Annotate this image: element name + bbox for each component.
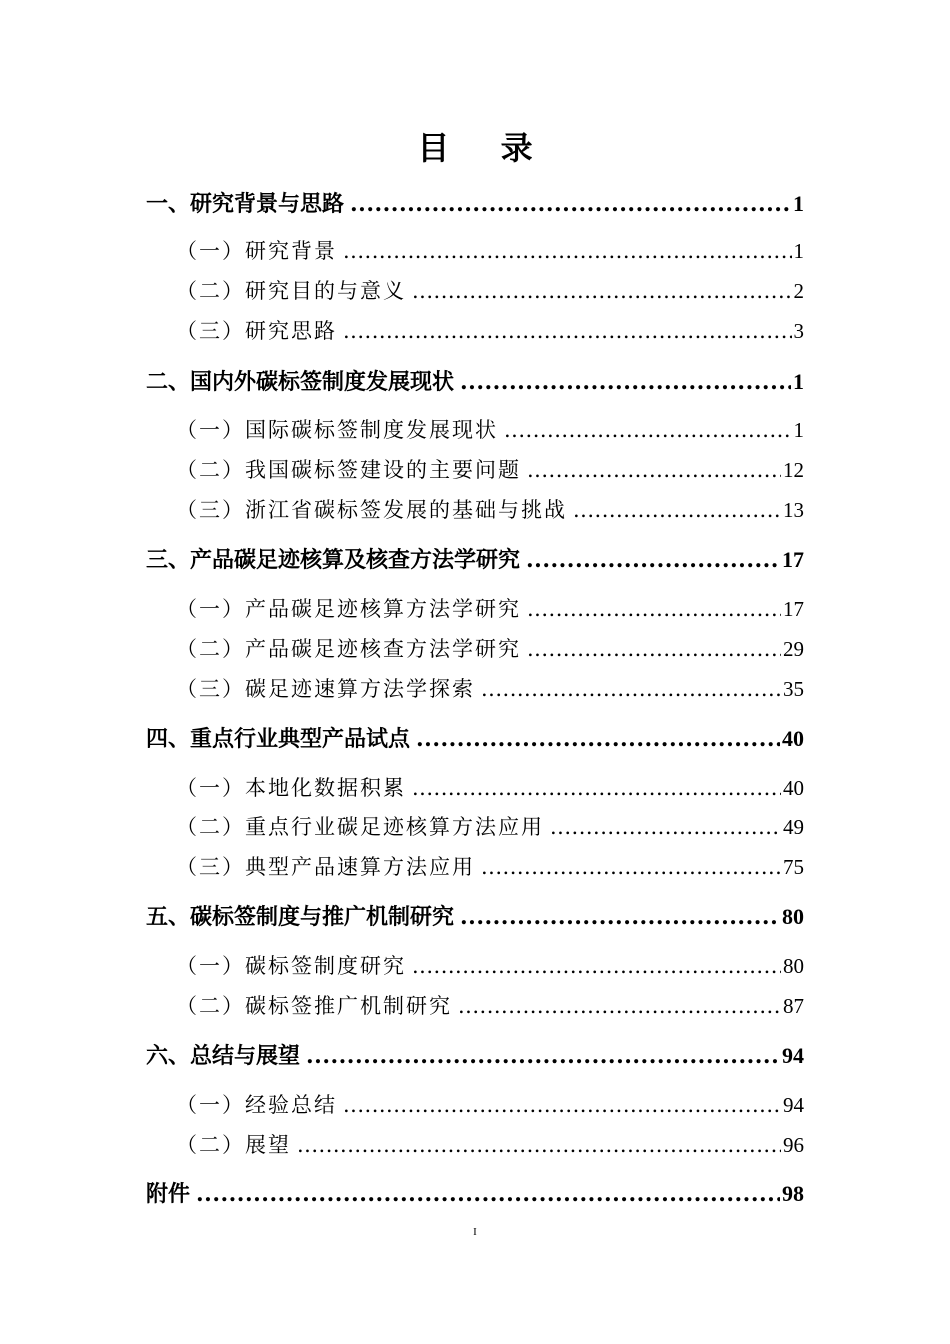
- dot-leader: [196, 1177, 780, 1211]
- toc-entry-page: 40: [782, 726, 804, 751]
- dot-leader: [550, 810, 781, 844]
- toc-entry-section-2-1[interactable]: [176, 413, 804, 447]
- toc-entry-label: （二）产品碳足迹核查方法学研究: [176, 637, 521, 661]
- toc-entry-label: （一）经验总结: [176, 1093, 337, 1117]
- page-title: 目 录: [417, 129, 553, 167]
- toc-entry-page: 35: [783, 677, 804, 701]
- dot-leader: [412, 771, 781, 805]
- toc-entry-section-2-3[interactable]: [176, 493, 804, 527]
- dot-leader: [527, 592, 781, 626]
- dot-leader: [481, 850, 781, 884]
- toc-entry-page: 2: [793, 279, 804, 303]
- dot-leader: [527, 453, 781, 487]
- toc-entry-label: （二）展望: [176, 1133, 291, 1157]
- toc-entry-chapter-2[interactable]: [146, 365, 804, 399]
- dot-leader: [460, 900, 780, 934]
- toc-entry-page: 1: [793, 239, 804, 263]
- toc-entry-chapter-1[interactable]: [146, 187, 804, 221]
- toc-entry-label: （三）碳足迹速算方法学探索: [176, 677, 475, 701]
- toc-entry-page: 80: [782, 904, 804, 929]
- toc-entry-label: （二）重点行业碳足迹核算方法应用: [176, 815, 544, 839]
- toc-entry-label: （二）我国碳标签建设的主要问题: [176, 458, 521, 482]
- dot-leader: [526, 543, 780, 577]
- toc-entry-section-4-2[interactable]: [176, 810, 804, 844]
- toc-entry-page: 40: [783, 776, 804, 800]
- toc-entry-section-5-2[interactable]: [176, 989, 804, 1023]
- toc-entry-section-3-1[interactable]: [176, 592, 804, 626]
- toc-entry-chapter-6[interactable]: [146, 1039, 804, 1073]
- toc-entry-section-3-2[interactable]: [176, 632, 804, 666]
- toc-entry-chapter-5[interactable]: [146, 900, 804, 934]
- toc-entry-label: （一）国际碳标签制度发展现状: [176, 418, 498, 442]
- toc-entry-page: 1: [793, 369, 804, 394]
- toc-entry-label: 一、研究背景与思路: [146, 191, 345, 217]
- toc-entry-page: 13: [783, 498, 804, 522]
- toc-entry-section-4-3[interactable]: [176, 850, 804, 884]
- toc-entry-appendix[interactable]: [146, 1177, 804, 1211]
- dot-leader: [343, 234, 792, 268]
- toc-entry-page: 17: [783, 597, 804, 621]
- dot-leader: [306, 1039, 780, 1073]
- dot-leader: [460, 365, 791, 399]
- toc-entry-label: 二、国内外碳标签制度发展现状: [146, 369, 455, 395]
- toc-entry-section-1-2[interactable]: [176, 274, 804, 308]
- toc-entry-section-6-2[interactable]: [176, 1128, 804, 1162]
- toc-entry-section-1-3[interactable]: [176, 314, 804, 348]
- toc-entry-label: 三、产品碳足迹核算及核查方法学研究: [146, 547, 521, 573]
- dot-leader: [573, 493, 781, 527]
- toc-entry-page: 94: [783, 1093, 804, 1117]
- toc-entry-section-1-1[interactable]: [176, 234, 804, 268]
- toc-entry-page: 98: [782, 1181, 804, 1206]
- toc-entry-section-4-1[interactable]: [176, 771, 804, 805]
- toc-entry-page: 12: [783, 458, 804, 482]
- toc-entry-page: 1: [793, 418, 804, 442]
- toc-entry-section-5-1[interactable]: [176, 949, 804, 983]
- toc-entry-page: 17: [782, 547, 804, 572]
- toc-entry-page: 96: [783, 1133, 804, 1157]
- dot-leader: [297, 1128, 781, 1162]
- dot-leader: [412, 274, 792, 308]
- dot-leader: [343, 314, 792, 348]
- toc-entry-label: 五、碳标签制度与推广机制研究: [146, 904, 455, 930]
- toc-entry-section-3-3[interactable]: [176, 672, 804, 706]
- toc-entry-label: （二）研究目的与意义: [176, 279, 406, 303]
- toc-entry-chapter-3[interactable]: [146, 543, 804, 577]
- toc-entry-page: 87: [783, 994, 804, 1018]
- toc-entry-label: 四、重点行业典型产品试点: [146, 726, 411, 752]
- toc-entry-chapter-4[interactable]: [146, 722, 804, 756]
- toc-entry-label: （一）研究背景: [176, 239, 337, 263]
- dot-leader: [458, 989, 781, 1023]
- dot-leader: [350, 187, 791, 221]
- toc-entry-label: （一）碳标签制度研究: [176, 954, 406, 978]
- toc-entry-section-6-1[interactable]: [176, 1088, 804, 1122]
- dot-leader: [416, 722, 780, 756]
- toc-entry-label: 六、总结与展望: [146, 1043, 301, 1069]
- toc-entry-label: （三）浙江省碳标签发展的基础与挑战: [176, 498, 567, 522]
- toc-entry-page: 75: [783, 855, 804, 879]
- dot-leader: [481, 672, 781, 706]
- toc-entry-page: 49: [783, 815, 804, 839]
- toc-entry-label: 附件: [146, 1181, 191, 1207]
- toc-entry-label: （三）典型产品速算方法应用: [176, 855, 475, 879]
- dot-leader: [527, 632, 781, 666]
- dot-leader: [504, 413, 792, 447]
- toc-entry-label: （一）产品碳足迹核算方法学研究: [176, 597, 521, 621]
- dot-leader: [412, 949, 781, 983]
- toc-entry-page: 1: [793, 191, 804, 216]
- toc-entry-section-2-2[interactable]: [176, 453, 804, 487]
- toc-entry-label: （二）碳标签推广机制研究: [176, 994, 452, 1018]
- toc-entry-page: 29: [783, 637, 804, 661]
- toc-entry-page: 94: [782, 1043, 804, 1068]
- page-number-footer: I: [473, 1226, 477, 1238]
- toc-entry-label: （一）本地化数据积累: [176, 776, 406, 800]
- dot-leader: [343, 1088, 781, 1122]
- toc-entry-page: 3: [793, 319, 804, 343]
- toc-entry-page: 80: [783, 954, 804, 978]
- toc-entry-label: （三）研究思路: [176, 319, 337, 343]
